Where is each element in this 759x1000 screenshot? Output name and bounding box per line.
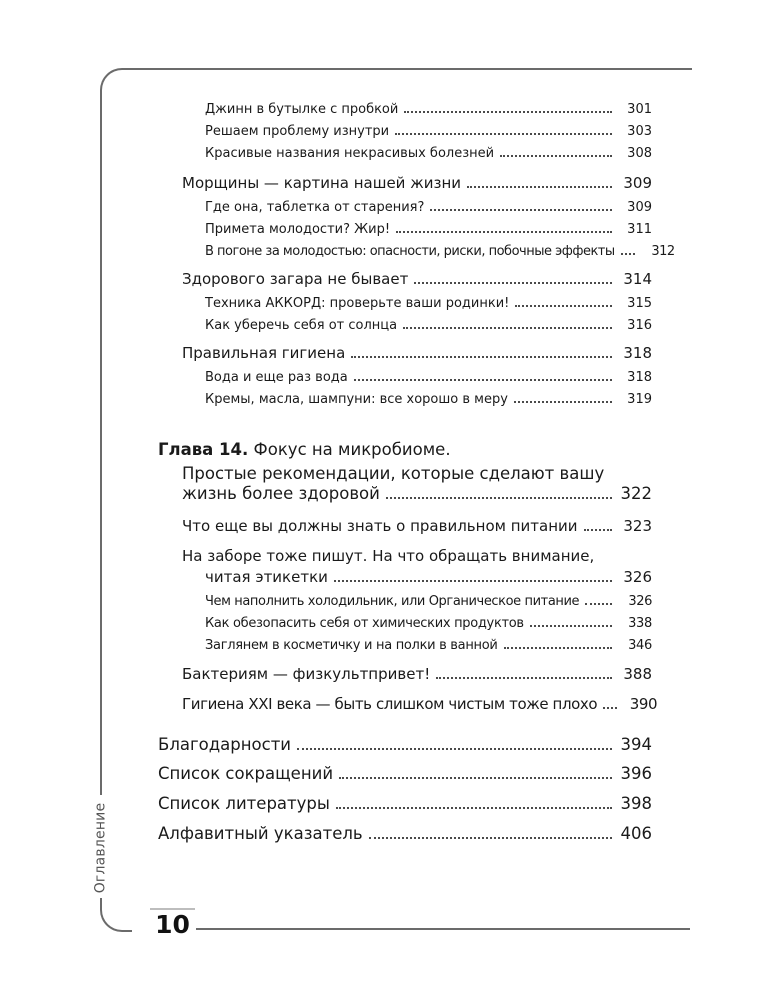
- toc-section-title: Что еще вы должны знать о правильном питании: [182, 517, 578, 535]
- toc-leader-dots: [351, 356, 612, 358]
- toc-section-title-line1: На заборе тоже пишут. На что обращать внимание,: [182, 547, 595, 565]
- toc-back-matter-title: Список литературы: [158, 794, 330, 813]
- chapter-heading-line1[interactable]: [158, 440, 451, 459]
- toc-section-title: Морщины — картина нашей жизни: [182, 174, 461, 192]
- toc-entry-title: Техника АККОРД: проверьте ваши родинки!: [205, 296, 510, 311]
- toc-section-page: 314: [623, 270, 652, 288]
- chapter-page: 322: [620, 484, 652, 503]
- toc-entry[interactable]: [205, 222, 652, 237]
- toc-section[interactable]: [182, 344, 652, 362]
- toc-back-matter-title: Алфавитный указатель: [158, 824, 363, 843]
- toc-leader-dots: [467, 186, 612, 188]
- toc-entry-page: 303: [627, 124, 652, 139]
- toc-entry-page: 316: [627, 318, 652, 333]
- toc-entry-title: Кремы, масла, шампуни: все хорошо в меру: [205, 392, 508, 407]
- toc-leader-dots: [584, 529, 612, 531]
- toc-back-matter-page: 396: [620, 764, 652, 783]
- toc-back-matter[interactable]: [158, 764, 652, 783]
- toc-leader-dots: [339, 777, 612, 779]
- chapter-label: Глава 14.: [158, 440, 249, 459]
- toc-entry-page: 309: [627, 200, 652, 215]
- page-frame-bottom-corner: [100, 905, 132, 932]
- toc-entry-title: Примета молодости? Жир!: [205, 222, 391, 237]
- toc-section-page: 388: [623, 665, 652, 683]
- toc-entry-page: 315: [627, 296, 652, 311]
- toc-section-title: Правильная гигиена: [182, 344, 346, 362]
- toc-leader-dots: [500, 155, 612, 157]
- toc-section-title: читая этикетки: [205, 568, 328, 586]
- toc-entry-page: 318: [627, 370, 652, 385]
- section-side-label: [83, 795, 118, 900]
- toc-entry-title: В погоне за молодостью: опасности, риски, побочные эффекты: [205, 244, 615, 259]
- toc-back-matter[interactable]: [158, 824, 652, 843]
- toc-leader-dots: [430, 209, 612, 211]
- toc-entry[interactable]: [205, 146, 652, 161]
- toc-section-page: 318: [623, 344, 652, 362]
- toc-entry-title: Вода и еще раз вода: [205, 370, 348, 385]
- toc-section-page: 323: [623, 517, 652, 535]
- toc-back-matter[interactable]: [158, 735, 652, 754]
- toc-leader-dots: [334, 580, 612, 582]
- toc-section-title: Гигиена XXI века — быть слишком чистым тоже плохо: [182, 695, 598, 713]
- toc-leader-dots: [530, 625, 612, 627]
- toc-entry-title: Чем наполнить холодильник, или Органическое питание: [205, 594, 580, 609]
- toc-entry-page: 338: [628, 616, 652, 631]
- toc-entry[interactable]: [205, 616, 652, 631]
- toc-entry-title: Решаем проблему изнутри: [205, 124, 390, 139]
- toc-entry[interactable]: [205, 124, 652, 139]
- toc-entry-page: 346: [628, 638, 652, 653]
- toc-leader-dots: [515, 305, 612, 307]
- chapter-title-part3: жизнь более здоровой: [182, 484, 380, 503]
- toc-back-matter-page: 398: [620, 794, 652, 813]
- toc-leader-dots: [396, 231, 612, 233]
- toc-back-matter-page: 394: [620, 735, 652, 754]
- toc-entry[interactable]: [205, 102, 652, 117]
- toc-leader-dots: [585, 603, 612, 605]
- toc-entry-page: 319: [627, 392, 652, 407]
- toc-section-page: 326: [623, 568, 652, 586]
- toc-entry-title: Красивые названия некрасивых болезней: [205, 146, 495, 161]
- section-side-label-text: Оглавление: [92, 802, 109, 893]
- toc-leader-dots: [354, 379, 612, 381]
- toc-leader-dots: [436, 677, 612, 679]
- page-frame-bottom: [196, 928, 690, 930]
- chapter-title-part1: Фокус на микробиоме.: [253, 440, 451, 459]
- toc-entry-title: Как обезопасить себя от химических продуктов: [205, 616, 524, 631]
- toc-leader-dots: [404, 111, 612, 113]
- toc-leader-dots: [336, 807, 612, 809]
- toc-section[interactable]: [182, 174, 652, 192]
- toc-section-page: 390: [629, 695, 658, 713]
- toc-back-matter-page: 406: [620, 824, 652, 843]
- page-frame-left: [100, 100, 102, 795]
- toc-leader-dots: [297, 748, 612, 750]
- toc-section-title: Здорового загара не бывает: [182, 270, 409, 288]
- toc-entry-page: 301: [627, 102, 652, 117]
- page-number: 10: [155, 910, 190, 939]
- toc-leader-dots: [403, 327, 612, 329]
- toc-leader-dots: [621, 253, 635, 255]
- toc-entry-title: Джинн в бутылке с пробкой: [205, 102, 399, 117]
- toc-entry[interactable]: [205, 594, 652, 609]
- toc-leader-dots: [395, 133, 612, 135]
- toc-section[interactable]: [182, 665, 652, 683]
- toc-back-matter-title: Благодарности: [158, 735, 292, 754]
- toc-back-matter[interactable]: [158, 794, 652, 813]
- toc-leader-dots: [514, 401, 612, 403]
- toc-back-matter-title: Список сокращений: [158, 764, 334, 783]
- toc-entry[interactable]: [205, 244, 675, 259]
- toc-entry[interactable]: [205, 370, 652, 385]
- toc-section[interactable]: [182, 695, 658, 713]
- toc-leader-dots: [414, 282, 612, 284]
- toc-leader-dots: [504, 647, 612, 649]
- toc-leader-dots: [603, 707, 617, 709]
- toc-entry[interactable]: [205, 200, 652, 215]
- toc-section[interactable]: [182, 270, 652, 288]
- toc-section-page: 309: [623, 174, 652, 192]
- chapter-heading-line3[interactable]: [182, 484, 652, 503]
- toc-entry-page: 311: [627, 222, 652, 237]
- toc-leader-dots: [386, 497, 612, 499]
- toc-entry-page: 326: [628, 594, 652, 609]
- toc-section[interactable]: [205, 568, 652, 586]
- toc-entry[interactable]: [205, 392, 652, 407]
- chapter-title-part2: Простые рекомендации, которые сделают вашу: [182, 464, 605, 483]
- toc-entry-title: Как уберечь себя от солнца: [205, 318, 398, 333]
- toc-entry[interactable]: [205, 296, 652, 311]
- toc-entry[interactable]: [205, 638, 652, 653]
- toc-entry-page: 308: [627, 146, 652, 161]
- toc-entry-title: Заглянем в косметичку и на полки в ванной: [205, 638, 498, 653]
- toc-section[interactable]: [182, 517, 652, 535]
- toc-section-title: Бактериям — физкультпривет!: [182, 665, 431, 683]
- toc-entry-title: Где она, таблетка от старения?: [205, 200, 425, 215]
- toc-leader-dots: [369, 837, 612, 839]
- toc-entry[interactable]: [205, 318, 652, 333]
- toc-entry-page: 312: [651, 244, 675, 259]
